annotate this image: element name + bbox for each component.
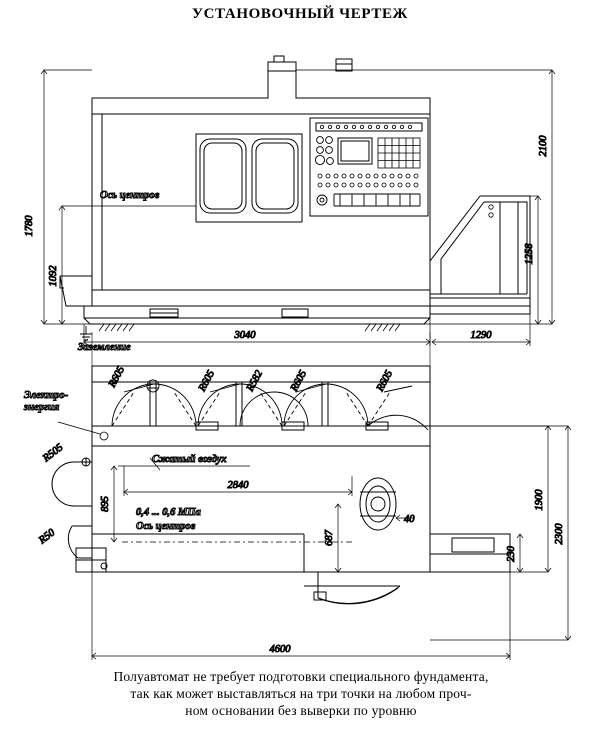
dim-small-40: 40: [404, 514, 415, 525]
plan-view-body: [92, 366, 430, 572]
label-compressed-air: Сжатый воздух: [152, 454, 227, 465]
label-axis-of-centers-plan: Ось центров: [136, 521, 196, 532]
dim-small-230: 230: [506, 546, 517, 562]
page-title: УСТАНОВОЧНЫЙ ЧЕРТЕЖ: [192, 6, 408, 22]
label-axis-of-centers-front: Ось центров: [100, 190, 160, 201]
label-electric-power-line2: энергия: [24, 402, 60, 413]
alignment-lines: [92, 332, 430, 366]
radius-label-7: R50: [37, 527, 58, 547]
caption-line-1: Полуавтомат не требует подготовки специального фундамента,: [113, 669, 489, 684]
radius-label-5: R605: [374, 368, 396, 394]
front-view-base: [84, 306, 430, 324]
control-panel: [310, 118, 428, 216]
dim-width-body: 1900: [534, 489, 545, 511]
front-view-doors: [196, 134, 302, 222]
dim-length-conveyor: 1290: [470, 330, 492, 341]
dim-height-total: 2100: [538, 135, 549, 157]
dim-height-body: 1780: [24, 215, 35, 237]
dim-height-base: 1092: [48, 265, 59, 287]
dim-depth-rear: 687: [324, 530, 335, 546]
ground-hatching: [60, 324, 540, 331]
radius-label-4: R605: [288, 368, 310, 394]
plan-view-spindle: [360, 478, 396, 530]
dim-height-conveyor: 1258: [524, 243, 535, 265]
dim-depth-front: 895: [100, 496, 111, 512]
dim-width-total: 2300: [554, 523, 565, 545]
radius-label-3: R582: [244, 368, 266, 394]
front-view-top-fixtures: [268, 56, 352, 71]
front-view-horizontal-dims: [84, 314, 530, 346]
keypad: [378, 138, 420, 168]
label-electric-power-line1: Электро-: [24, 390, 69, 401]
dim-length-machine: 3040: [234, 330, 256, 341]
chip-conveyor: [430, 196, 530, 314]
label-pressure: 0,4 ... 0,6 МПа: [136, 507, 201, 518]
technical-drawing: [0, 26, 600, 666]
caption-text: [18, 668, 584, 719]
caption-line-3: ном основании без выверки по уровню: [185, 703, 417, 718]
radius-label-6: R505: [41, 442, 66, 465]
front-view-body: [60, 71, 430, 306]
dim-length-overall: 4600: [269, 644, 291, 655]
radius-label-2: R605: [196, 368, 218, 394]
caption-line-2: так как может выставляться на три точки на любом проч-: [130, 686, 472, 701]
dim-depth-mid: 2840: [227, 480, 249, 491]
radius-label-1: R605: [106, 364, 128, 390]
grounding-symbol: [80, 326, 92, 340]
label-grounding: Заземление: [78, 342, 131, 353]
